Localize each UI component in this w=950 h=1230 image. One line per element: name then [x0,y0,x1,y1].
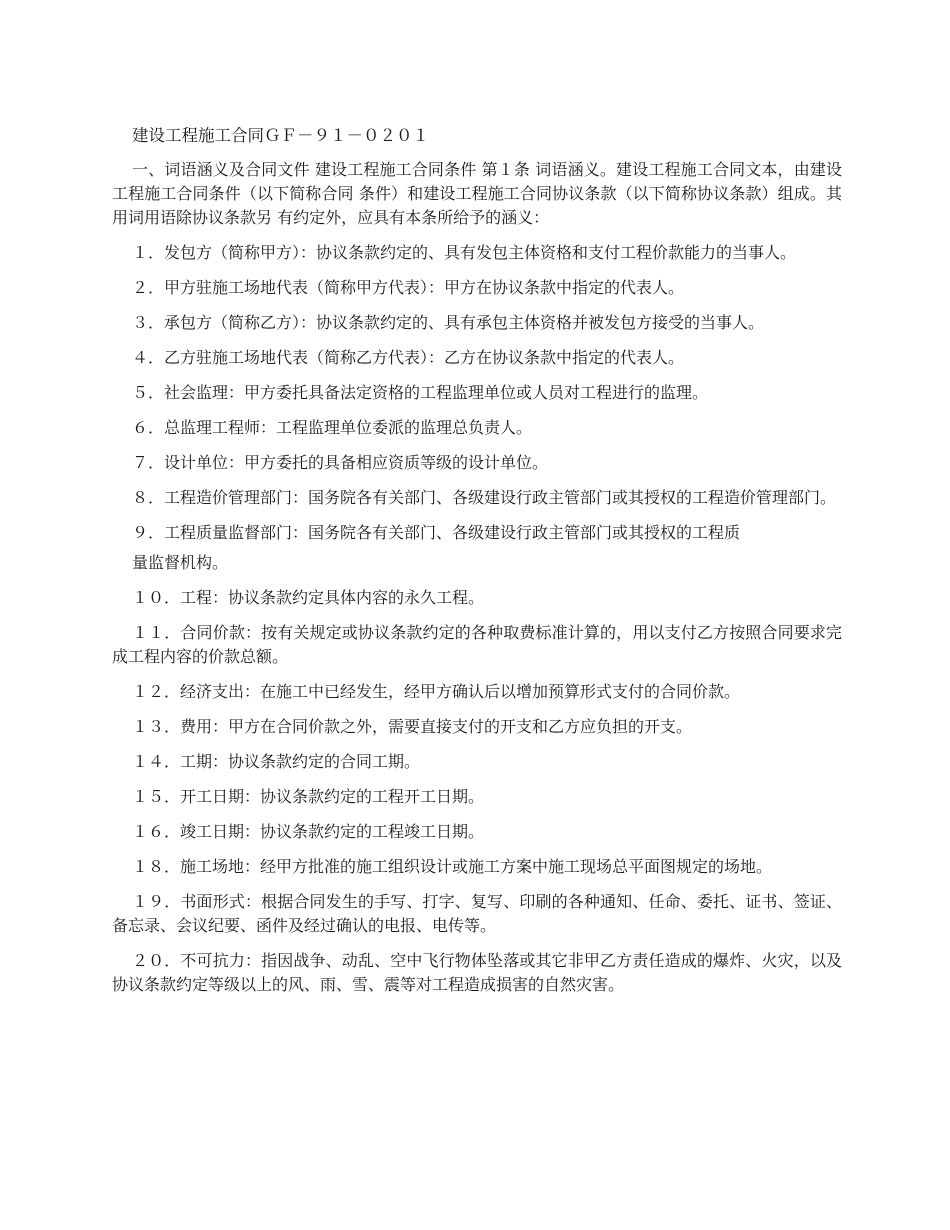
clause-item: １１．合同价款：按有关规定或协议条款约定的各种取费标准计算的，用以支付乙方按照合同要求完成工程内容的价款总额。 [112,623,842,666]
clause-item: ３．承包方（简称乙方）：协议条款约定的、具有承包主体资格并被发包方接受的当事人。 [132,313,765,332]
clause-item: ９．工程质量监督部门：国务院各有关部门、各级建设行政主管部门或其授权的工程质 [132,523,741,542]
clause-item: ２．甲方驻施工场地代表（简称甲方代表）：甲方在协议条款中指定的代表人。 [132,278,685,297]
clause-item: ８．工程造价管理部门：国务院各有关部门、各级建设行政主管部门或其授权的工程造价管理部门。 [132,488,837,507]
document-body [112,158,842,1008]
clause-item: １３．费用：甲方在合同价款之外，需要直接支付的开支和乙方应负担的开支。 [132,717,693,736]
clause-item: ７．设计单位：甲方委托的具备相应资质等级的设计单位。 [132,453,549,472]
clause-item: １．发包方（简称甲方）：协议条款约定的、具有发包主体资格和支付工程价款能力的当事人。 [132,243,797,262]
clause-item: ４．乙方驻施工场地代表（简称乙方代表）：乙方在协议条款中指定的代表人。 [132,348,685,367]
intro-paragraph: 一、词语涵义及合同文件 建设工程施工合同条件 第１条 词语涵义。建设工程施工合同文本，由建设工程施工合同条件（以下简称合同 条件）和建设工程施工合同协议条款（以下简称协议条款）组成。其用词用语除协议条款另 有约定外，应具有本条所给予的涵义： [112,160,842,227]
clause-item: １２．经济支出：在施工中已经发生，经甲方确认后以增加预算形式支付的合同价款。 [132,682,741,701]
clause-item: １４．工期：协议条款约定的合同工期。 [132,752,421,771]
clause-item: １０．工程：协议条款约定具体内容的永久工程。 [132,588,485,607]
clause-item-continuation: 量监督机构。 [132,553,229,572]
clause-item: ５．社会监理：甲方委托具备法定资格的工程监理单位或人员对工程进行的监理。 [132,383,709,402]
clause-item: １８．施工场地：经甲方批准的施工组织设计或施工方案中施工现场总平面图规定的场地。 [132,857,773,876]
clause-item: １９．书面形式：根据合同发生的手写、打字、复写、印刷的各种通知、任命、委托、证书、签证、备忘录、会议纪要、函件及经过确认的电报、电传等。 [112,892,842,935]
clause-item: ２０．不可抗力：指因战争、动乱、空中飞行物体坠落或其它非甲乙方责任造成的爆炸、火灾，以及协议条款约定等级以上的风、雨、雪、震等对工程造成损害的自然灾害。 [112,951,842,994]
clause-item: １５．开工日期：协议条款约定的工程开工日期。 [132,787,485,806]
clause-item: １６．竣工日期：协议条款约定的工程竣工日期。 [132,822,485,841]
document-title: 建设工程施工合同ＧＦ－９１－０２０１ [132,126,429,145]
clause-item: ６．总监理工程师：工程监理单位委派的监理总负责人。 [132,418,533,437]
